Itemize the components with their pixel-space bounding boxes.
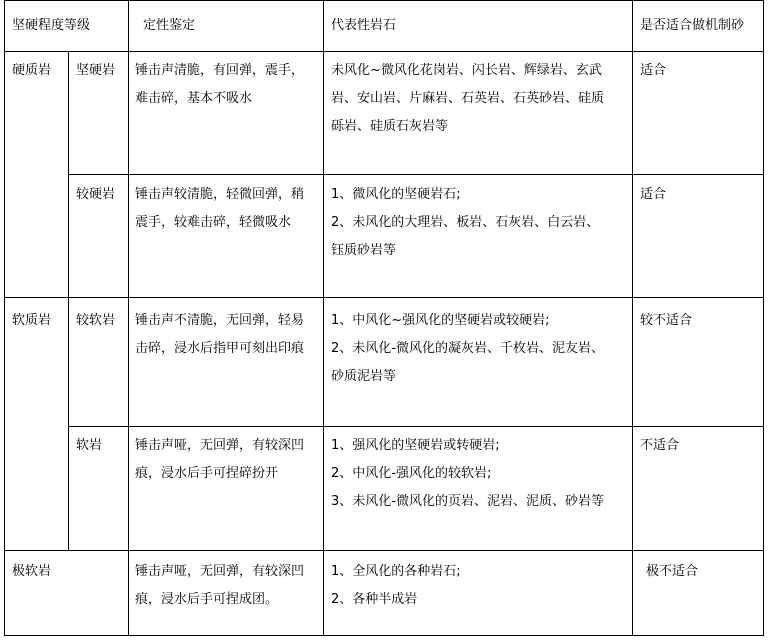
text-line: 1、强风化的坚硬岩或转硬岩; [331,438,500,453]
text-line: 2、未风化的大理岩、板岩、石灰岩、白云岩、 [331,215,600,230]
text-line: 1、中风化~强风化的坚硬岩或较硬岩; [331,313,550,328]
row-rocks [331,181,599,265]
text-line: 2、各种半成岩 [331,592,418,607]
row-subgrade: 软岩 [76,438,103,453]
text-line: 锤击声不清脆，无回弹，轻易 [135,313,305,328]
row-rocks [331,432,604,516]
text-line: 砂质泥岩等 [331,369,397,384]
text-line: 痕，浸水后手可捏成团。 [135,592,279,607]
text-line: 3、未风化-微风化的页岩、泥岩、泥质、砂岩等 [331,494,604,509]
text-line: 震手，较难击碎，轻微吸水 [135,215,292,230]
grid-line [4,550,764,551]
text-line: 痕，浸水后手可捏碎扮开 [135,466,279,481]
grid-line [323,0,324,636]
grid-line [632,0,633,636]
header-suitable: 是否适合做机制砂 [640,18,745,33]
row-identification [135,181,304,237]
group-hard-rock: 硬质岩 [12,63,52,78]
text-line: 未风化~微风化花岗岩、闪长岩、辉绿岩、玄武 [331,63,602,78]
grid-line [4,0,5,636]
text-line: 锤击声哑，无回弹，有较深凹 [135,438,305,453]
row-rocks [331,307,604,391]
header-rocks: 代表性岩石 [331,18,397,33]
row-identification [135,57,304,113]
text-line: 1、微风化的坚硬岩石; [331,187,461,202]
text-line: 岩、安山岩、片麻岩、石英岩、石英砂岩、硅质 [331,91,605,106]
text-line: 2、未风化-微风化的凝灰岩、千枚岩、泥友岩、 [331,341,604,356]
grid-line [4,0,764,1]
grid-line [128,0,129,636]
row-suitable: 较不适合 [640,313,693,328]
text-line: 击碎，浸水后指甲可刻出印痕 [135,341,305,356]
grid-line [4,297,764,298]
header-grade: 坚硬程度等级 [12,18,91,33]
row-suitable: 适合 [640,187,667,202]
grid-line [763,0,764,636]
row-identification [135,307,304,363]
text-line: 2、中风化-强风化的较软岩; [331,466,492,481]
grid-line [68,174,764,175]
text-line: 难击碎，基本不吸水 [135,91,253,106]
text-line: 锤击声较清脆，轻微回弹，稍 [135,187,305,202]
text-line: 1、全风化的各种岩石; [331,564,461,579]
row-identification [135,432,304,488]
row-rocks [331,57,604,141]
text-line: 锤击声清脆，有回弹，震手， [135,63,305,78]
row-suitable: 不适合 [640,438,680,453]
row-suitable: 适合 [640,63,667,78]
row-subgrade: 较软岩 [76,313,116,328]
text-line: 钰质砂岩等 [331,243,397,258]
grid-line [68,426,764,427]
grid-line [4,635,764,636]
row-suitable: 极不适合 [646,564,699,579]
row-subgrade: 坚硬岩 [76,63,116,78]
group-soft-rock: 软质岩 [12,313,52,328]
text-line: 锤击声哑，无回弹，有较深凹 [135,564,305,579]
row-subgrade: 较硬岩 [76,187,116,202]
header-identification: 定性鉴定 [143,18,196,33]
grid-line [68,51,69,550]
row-rocks [331,558,461,614]
row-identification [135,558,304,614]
grid-line [4,51,764,52]
text-line: 砾岩、硅质石灰岩等 [331,119,449,134]
group-very-soft-rock: 极软岩 [12,564,52,579]
